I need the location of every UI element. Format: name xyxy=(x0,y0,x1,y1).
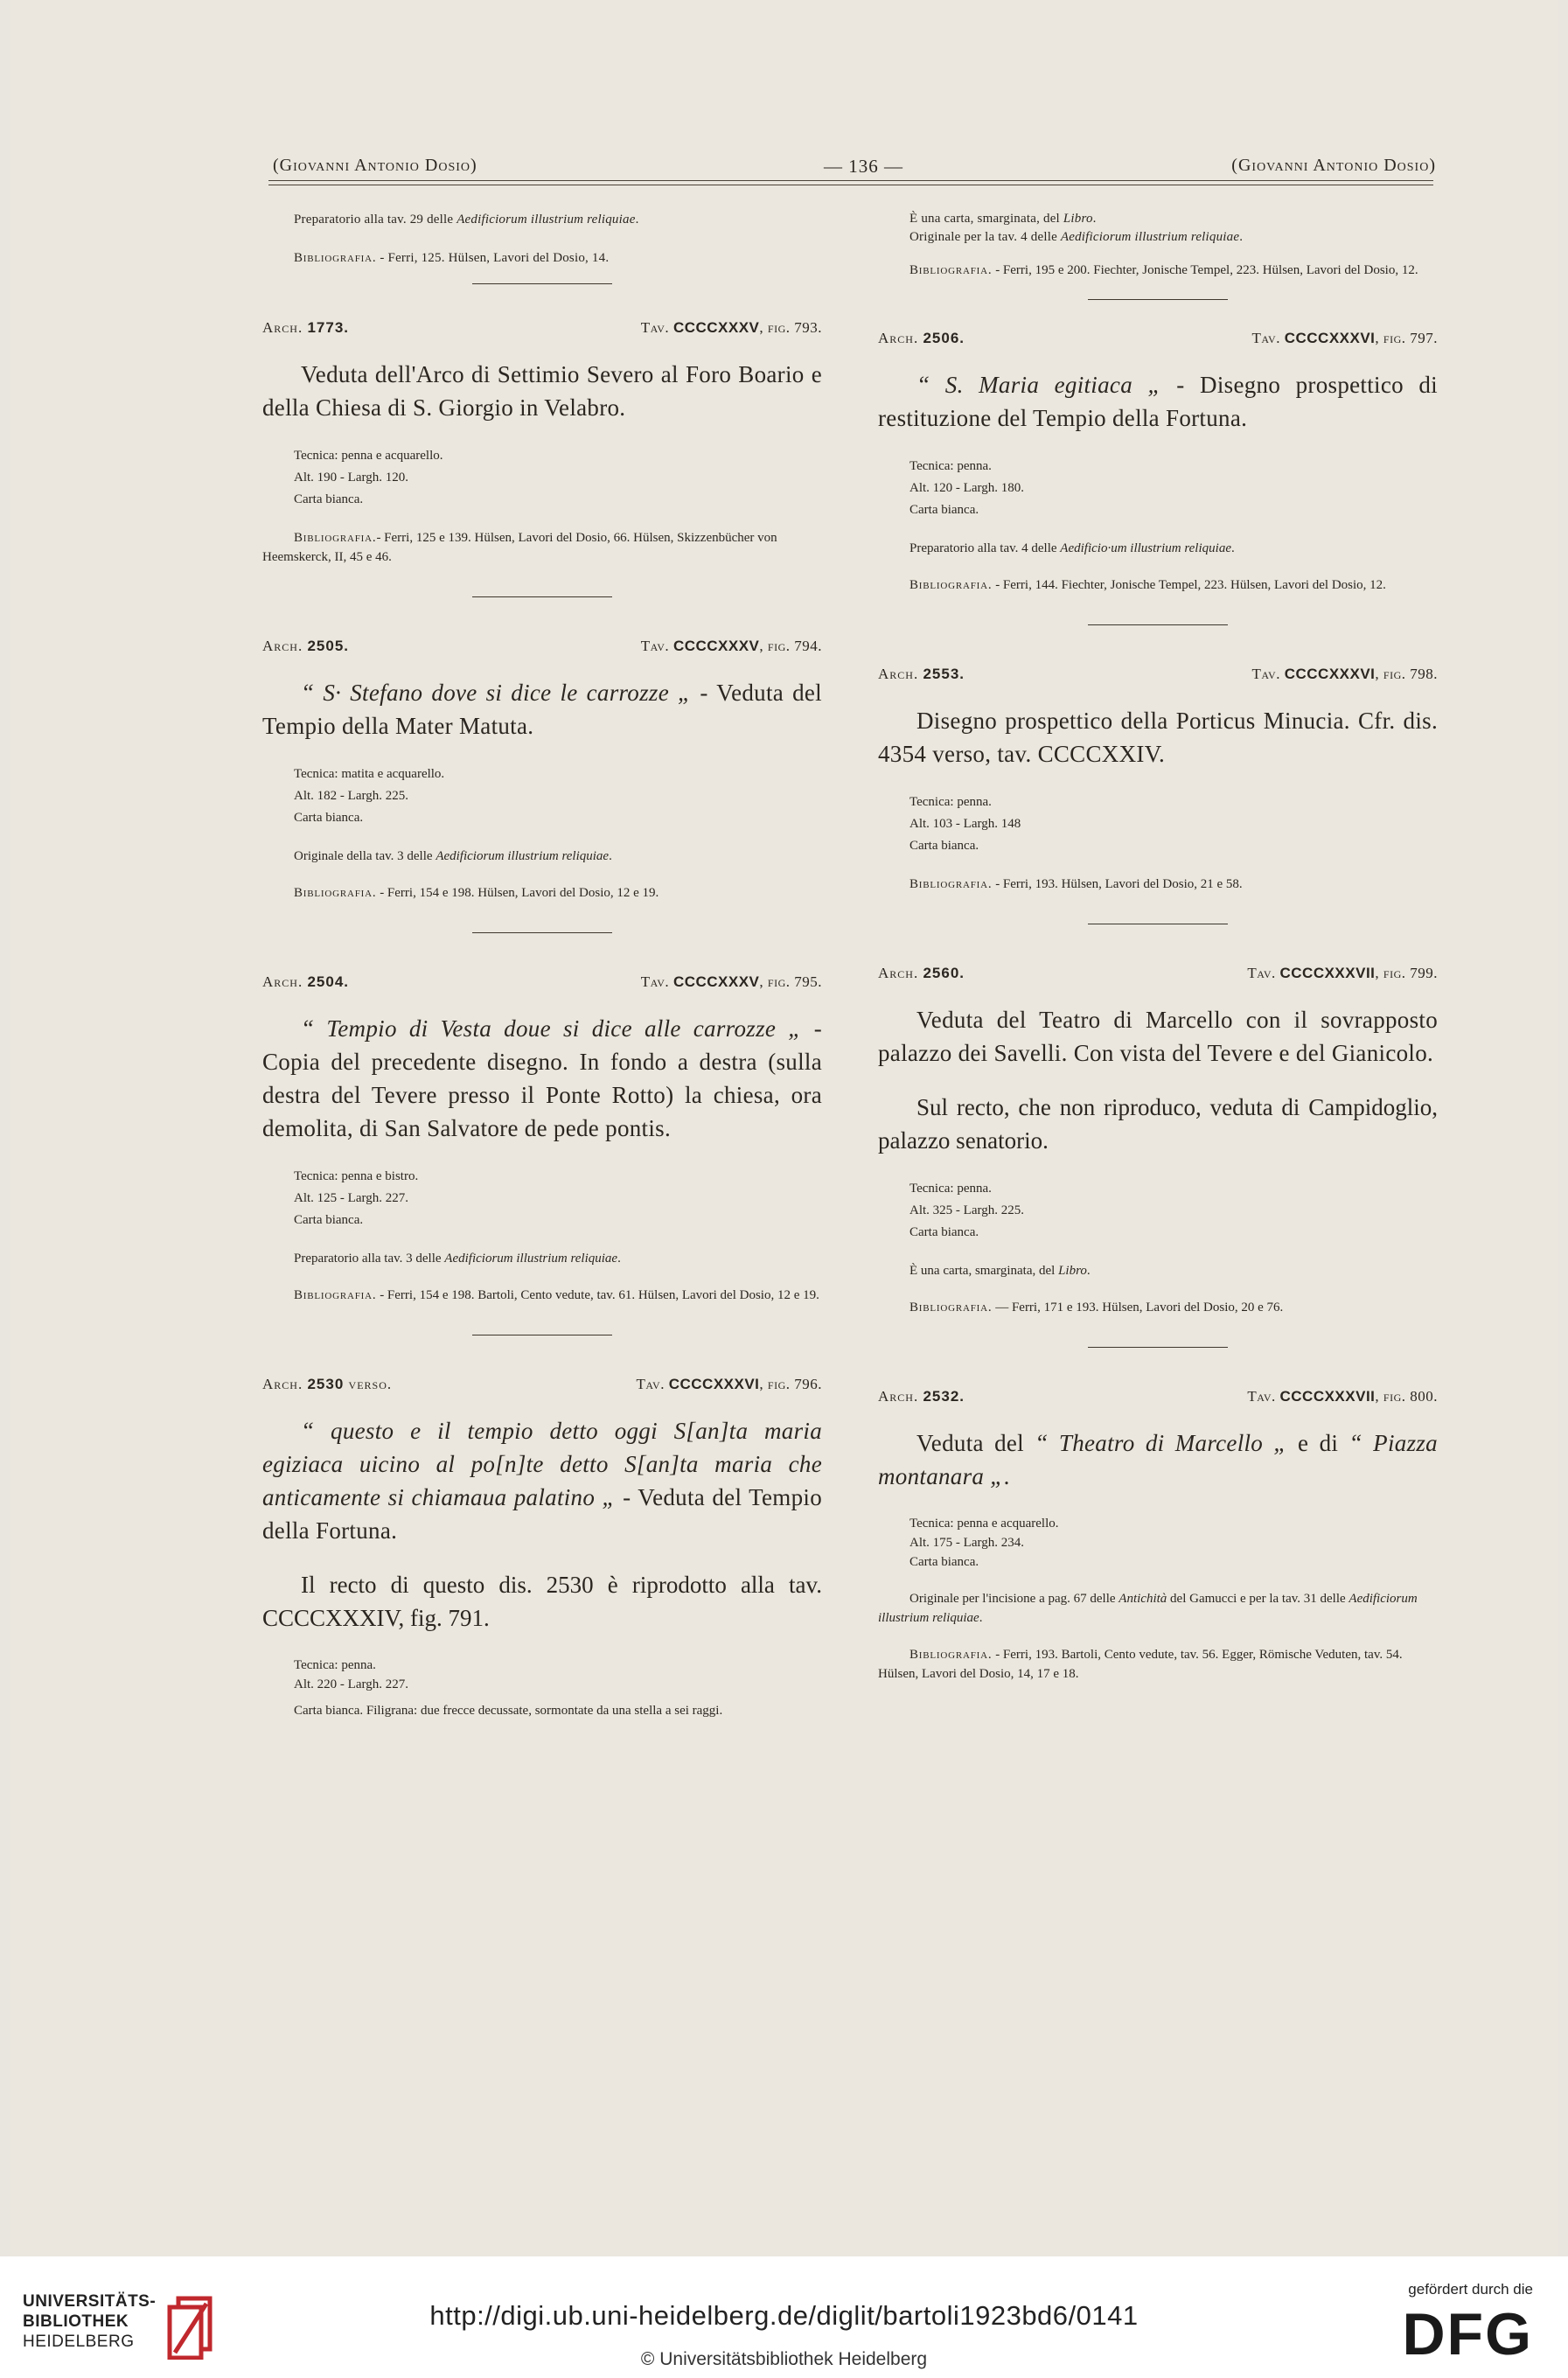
entry-heading: Arch. 1773. Tav. CCCCXXXV, fig. 793. xyxy=(262,319,822,336)
entry-body: Sul recto, che non riproduco, veduta di Campidoglio, palazzo senatorio. xyxy=(878,1094,1438,1154)
entry-795 xyxy=(262,973,822,1305)
intro-carta: È una carta, smarginata, del Libro. xyxy=(909,212,1097,226)
intro-original: Originale per la tav. 4 delle Aedificiorum illustrium reliquiae. xyxy=(909,230,1244,244)
right-column xyxy=(878,210,1438,1684)
entry-heading: Arch. 2505. Tav. CCCCXXXV, fig. 794. xyxy=(262,638,822,654)
entry-carta-note: È una carta, smarginata, del Libro. xyxy=(909,1264,1091,1278)
entry-bibliography: Bibliografia. - Ferri, 154 e 198. Hülsen, Lavori del Dosio, 12 e 19. xyxy=(294,886,659,900)
logo-line-2: BIBLIOTHEK xyxy=(23,2312,129,2331)
dfg-logo[interactable] xyxy=(1393,2281,1533,2368)
separator-rule xyxy=(472,932,612,933)
entry-bibliography: Bibliografia. — Ferri, 171 e 193. Hülsen, Lavori del Dosio, 20 e 76. xyxy=(909,1301,1284,1315)
entry-800 xyxy=(878,1388,1438,1684)
entry-heading: Arch. 2504. Tav. CCCCXXXV, fig. 795. xyxy=(262,973,822,990)
entry-797 xyxy=(878,330,1438,595)
entry-bibliography: Bibliografia.- Ferri, 125 e 139. Hülsen, Lavori del Dosio, 66. Hülsen, Skizzenbücher von Heemskerck, II, 45 e 46. xyxy=(262,531,777,564)
entry-heading: Arch. 2560. Tav. CCCCXXXVII, fig. 799. xyxy=(878,965,1438,981)
separator-rule xyxy=(1088,624,1228,625)
entry-title: Disegno prospettico della Porticus Minucia. Cfr. dis. 4354 verso, tav. CCCCXXIV. xyxy=(878,708,1438,767)
entry-798 xyxy=(878,666,1438,894)
entry-796 xyxy=(262,1376,822,1720)
entry-title: “ S. Maria egitiaca „ - Disegno prospettico di restituzione del Tempio della Fortuna. xyxy=(878,372,1438,431)
logo-line-1: UNIVERSITÄTS- xyxy=(23,2292,157,2311)
entry-title: “ S· Stefano dove si dice le carrozze „ - Veduta del Tempio della Mater Matuta. xyxy=(262,680,822,739)
digitization-footer xyxy=(0,2256,1568,2378)
entry-technique: Tecnica: penna. Alt. 103 - Largh. 148 Carta bianca. xyxy=(909,795,1021,853)
entry-technique: Tecnica: penna. Alt. 220 - Largh. 227. xyxy=(294,1658,408,1691)
entry-title: “ Tempio di Vesta doue si dice alle carrozze „ - Copia del precedente disegno. In fondo a destra (sulla destra del Tevere presso il Ponte Rotto) la chiesa, ora demolita, di San Salvatore de pede pontis. xyxy=(262,1015,822,1141)
dfg-wordmark: DFG xyxy=(1402,2301,1533,2368)
copyright-notice: © Universitätsbibliothek Heidelberg xyxy=(640,2349,928,2369)
entry-title: Veduta del “ Theatro di Marcello „ e di “ Piazza montanara „. xyxy=(878,1430,1438,1489)
entry-title: Veduta dell'Arco di Settimio Severo al Foro Boario e della Chiesa di S. Giorgio in Velabro. xyxy=(262,361,822,421)
entry-technique: Tecnica: penna. Alt. 325 - Largh. 225. Carta bianca. xyxy=(909,1182,1024,1239)
entry-paper-note: Carta bianca. Filigrana: due frecce decussate, sormontate da una stella a sei raggi. xyxy=(294,1704,723,1718)
separator-rule xyxy=(472,596,612,597)
entry-original-note: Preparatorio alla tav. 3 delle Aedificiorum illustrium reliquiae. xyxy=(294,1252,621,1266)
running-head-left: (Giovanni Antonio Dosio) xyxy=(273,156,477,175)
entry-body: Il recto di questo dis. 2530 è riprodotto alla tav. CCCCXXXIV, fig. 791. xyxy=(262,1572,822,1631)
entry-original-note: Originale della tav. 3 delle Aedificiorum illustrium reliquiae. xyxy=(294,849,612,863)
page-number: — 136 — xyxy=(824,156,903,177)
entry-original-note: Originale per l'incisione a pag. 67 delle Antichità del Gamucci e per la tav. 31 delle Aedificiorum illustrium reliquiae. xyxy=(878,1592,1418,1625)
running-head-right: (Giovanni Antonio Dosio) xyxy=(1231,156,1436,175)
entry-heading: Arch. 2530 verso. Tav. CCCCXXXVI, fig. 796. xyxy=(262,1376,822,1392)
entry-bibliography: Bibliografia. - Ferri, 144. Fiechter, Jonische Tempel, 223. Hülsen, Lavori del Dosio, 12. xyxy=(909,578,1386,592)
intro-bibliography: Bibliografia. - Ferri, 125. Hülsen, Lavori del Dosio, 14. xyxy=(294,251,610,265)
entry-bibliography: Bibliografia. - Ferri, 193. Bartoli, Cento vedute, tav. 56. Egger, Römische Veduten, tav. 54. Hülsen, Lavori del Dosio, 14, 17 e 18. xyxy=(878,1648,1403,1681)
entry-original-note: Preparatorio alla tav. 4 delle Aedificio·um illustrium reliquiae. xyxy=(909,541,1235,555)
entry-technique: Tecnica: penna e bistro. Alt. 125 - Largh. 227. Carta bianca. xyxy=(294,1169,419,1227)
entry-793 xyxy=(262,319,822,567)
entry-title: Veduta del Teatro di Marcello con il sovrapposto palazzo dei Savelli. Con vista del Tevere e del Gianicolo. xyxy=(878,1007,1438,1066)
left-column xyxy=(262,210,822,1720)
entry-bibliography: Bibliografia. - Ferri, 193. Hülsen, Lavori del Dosio, 21 e 58. xyxy=(909,877,1243,891)
separator-rule xyxy=(1088,1347,1228,1348)
entry-technique: Tecnica: penna. Alt. 120 - Largh. 180. Carta bianca. xyxy=(909,459,1024,517)
entry-799 xyxy=(878,965,1438,1317)
separator-rule xyxy=(1088,299,1228,300)
intro-bibliography: Bibliografia. - Ferri, 195 e 200. Fiechter, Jonische Tempel, 223. Hülsen, Lavori del Dosio, 12. xyxy=(909,263,1418,277)
entry-bibliography: Bibliografia. - Ferri, 154 e 198. Bartoli, Cento vedute, tav. 61. Hülsen, Lavori del Dosio, 12 e 19. xyxy=(294,1288,819,1302)
permalink-url[interactable]: http://digi.ub.uni-heidelberg.de/diglit/bartoli1923bd6/0141 xyxy=(429,2300,1139,2331)
entry-technique: Tecnica: matita e acquarello. Alt. 182 - Largh. 225. Carta bianca. xyxy=(294,767,445,825)
scanned-page xyxy=(10,0,1558,2256)
entry-technique: Tecnica: penna e acquarello. Alt. 175 - Largh. 234. Carta bianca. xyxy=(909,1517,1059,1569)
header-rule xyxy=(268,180,1433,181)
entry-heading: Arch. 2553. Tav. CCCCXXXVI, fig. 798. xyxy=(878,666,1438,682)
entry-technique: Tecnica: penna e acquarello. Alt. 190 - Largh. 120. Carta bianca. xyxy=(294,449,443,506)
intro-prep: Preparatorio alla tav. 29 delle Aedificiorum illustrium reliquiae. xyxy=(294,213,639,227)
dfg-funding-label: gefördert durch die xyxy=(1408,2281,1533,2298)
entry-title: “ questo e il tempio detto oggi S[an]ta maria egiziaca uicino al po[n]te detto S[an]ta maria che anticamente si chiamaua palatino „ - Veduta del Tempio della Fortuna. xyxy=(262,1418,822,1544)
entry-794 xyxy=(262,638,822,903)
entry-heading: Arch. 2532. Tav. CCCCXXXVII, fig. 800. xyxy=(878,1388,1438,1405)
separator-rule xyxy=(472,283,612,284)
logo-line-3: HEIDELBERG xyxy=(23,2333,135,2351)
entry-heading: Arch. 2506. Tav. CCCCXXXVI, fig. 797. xyxy=(878,330,1438,346)
